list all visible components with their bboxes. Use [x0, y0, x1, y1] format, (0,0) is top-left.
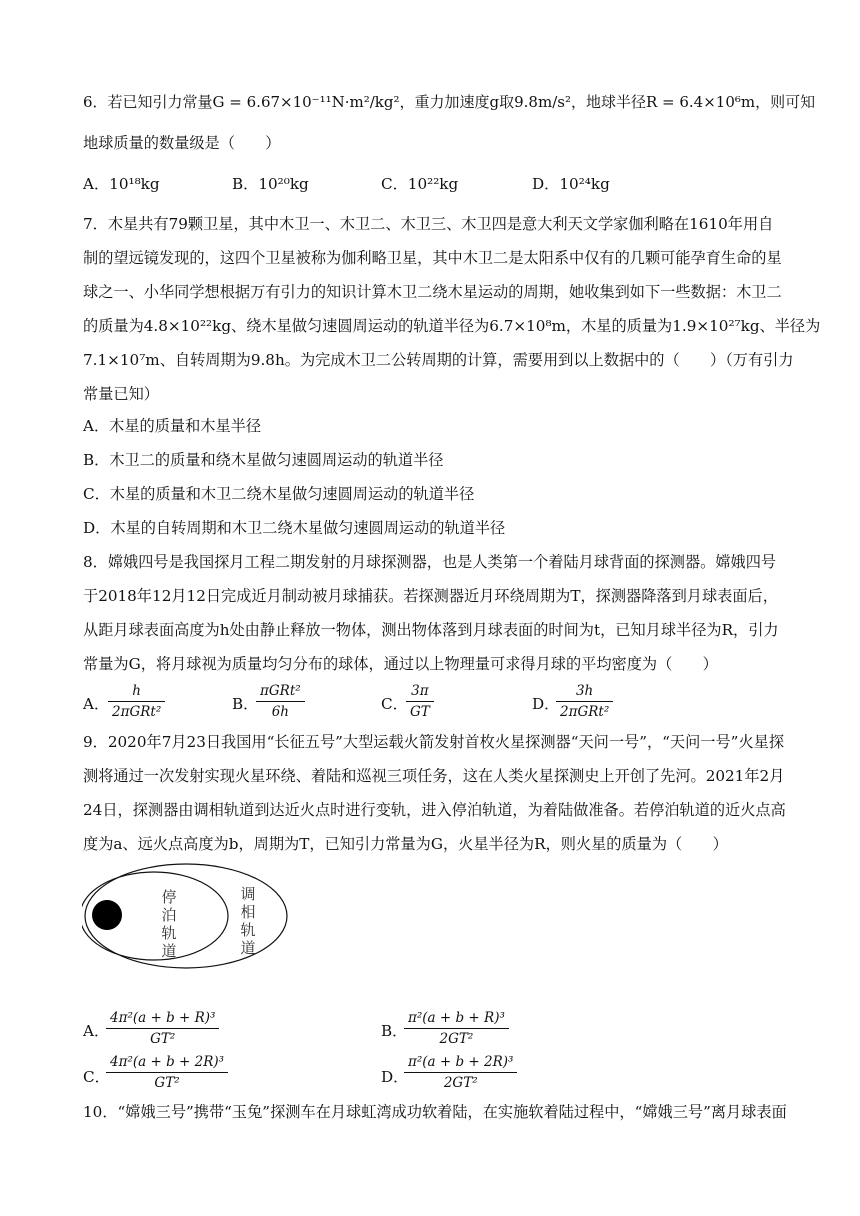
q8-option-a-denominator: 2πGRt² [108, 701, 165, 720]
q9-option-d-fraction [404, 1054, 517, 1091]
q6-line-1: 6．若已知引力常量G = 6.67×10⁻¹¹N·m²/kg²，重力加速度g取9.8m/s²，地球半径R = 6.4×10⁶m，则可知 [83, 93, 816, 111]
parking-orbit-char-2: 泊 [161, 906, 177, 924]
transfer-orbit-char-2: 相 [240, 903, 256, 921]
q10-line-1: 10．“嫦娥三号”携带“玉兔”探测车在月球虹湾成功软着陆，在实施软着陆过程中，“嫦娥三号”离月球表面 [83, 1103, 787, 1121]
q7-option-a: A．木星的质量和木星半径 [83, 417, 262, 435]
q8-line-3: 从距月球表面高度为h处由静止释放一物体，测出物体落到月球表面的时间为t，已知月球半径为R，引力 [83, 621, 779, 639]
parking-orbit-char-3: 轨 [161, 924, 177, 942]
q8-option-a-label: A． [83, 695, 110, 713]
q8-option-d-fraction [556, 683, 613, 720]
q9-option-b-denominator: 2GT² [404, 1028, 509, 1047]
q6-line-2: 地球质量的数量级是（ ） [83, 134, 281, 152]
q6-option-a: A．10¹⁸kg [83, 175, 160, 193]
q7-line-6: 常量已知） [83, 385, 159, 403]
transfer-orbit-char-3: 轨 [240, 921, 256, 939]
q9-option-b-fraction [404, 1010, 509, 1047]
q9-option-c-label: C． [83, 1068, 110, 1086]
q8-option-c-denominator: GT [406, 701, 434, 720]
q8-option-a-fraction [108, 683, 165, 720]
q9-line-1: 9．2020年7月23日我国用“长征五号”大型运载火箭发射首枚火星探测器“天问一号”，“天问一号”火星探 [83, 733, 785, 751]
parking-orbit-char-1: 停 [161, 888, 177, 906]
q8-option-c-fraction [406, 683, 434, 720]
q9-option-c-denominator: GT² [106, 1072, 228, 1091]
q8-option-d-denominator: 2πGRt² [556, 701, 613, 720]
q9-option-b-numerator: π²(a + b + R)³ [408, 1010, 505, 1026]
q7-line-2: 制的望远镜发现的，这四个卫星被称为伽利略卫星，其中木卫二是太阳系中仅有的几颗可能孕育生命的星 [83, 249, 782, 267]
q6-option-d: D．10²⁴kg [532, 175, 610, 193]
q6-option-c: C．10²²kg [381, 175, 459, 193]
q7-line-1: 7．木星共有79颗卫星，其中木卫一、木卫二、木卫三、木卫四是意大利天文学家伽利略在1610年用自 [83, 215, 774, 233]
q8-option-a-numerator: h [132, 683, 141, 699]
q7-option-b: B．木卫二的质量和绕木星做匀速圆周运动的轨道半径 [83, 451, 444, 469]
q8-line-4: 常量为G，将月球视为质量均匀分布的球体，通过以上物理量可求得月球的平均密度为（ ） [83, 655, 718, 673]
q8-option-b-label: B． [232, 695, 259, 713]
parking-orbit-char-4: 道 [161, 942, 177, 960]
q8-option-d-numerator: 3h [575, 683, 594, 699]
q9-option-c-numerator: 4π²(a + b + 2R)³ [110, 1054, 225, 1070]
q7-option-d: D．木星的自转周期和木卫二绕木星做匀速圆周运动的轨道半径 [83, 519, 506, 537]
transfer-orbit-char-4: 道 [240, 939, 256, 957]
q9-option-a-denominator: GT² [106, 1028, 219, 1047]
q9-line-3: 24日，探测器由调相轨道到达近火点时进行变轨，进入停泊轨道，为着陆做准备。若停泊轨道的近火点高 [83, 801, 786, 819]
q8-line-1: 8．嫦娥四号是我国探月工程二期发射的月球探测器，也是人类第一个着陆月球背面的探测器。嫦娥四号 [83, 553, 777, 571]
orbit-diagram [82, 862, 292, 974]
q9-option-a-label: A． [83, 1022, 110, 1040]
q8-option-c-label: C． [381, 695, 408, 713]
q8-option-b-numerator: πGRt² [260, 683, 301, 699]
q6-option-b: B．10²⁰kg [232, 175, 309, 193]
q9-option-a-fraction [106, 1010, 219, 1047]
mars-planet [92, 900, 122, 930]
q9-line-2: 测将通过一次发射实现火星环绕、着陆和巡视三项任务，这在人类火星探测史上开创了先河。2021年2月 [83, 767, 785, 785]
q8-option-d-label: D． [532, 695, 560, 713]
q9-option-d-numerator: π²(a + b + 2R)³ [408, 1054, 514, 1070]
q7-line-3: 球之一、小华同学想根据万有引力的知识计算木卫二绕木星运动的周期，她收集到如下一些数据：木卫二 [83, 283, 782, 301]
q9-option-b-label: B． [381, 1022, 408, 1040]
q9-option-d-label: D． [381, 1068, 409, 1086]
q9-option-c-fraction [106, 1054, 228, 1091]
q9-option-d-denominator: 2GT² [404, 1072, 517, 1091]
q8-option-b-denominator: 6h [256, 701, 305, 720]
transfer-orbit-char-1: 调 [240, 885, 256, 903]
q8-option-b-fraction [256, 683, 305, 720]
q8-option-c-numerator: 3π [411, 683, 429, 699]
q7-line-4: 的质量为4.8×10²²kg、绕木星做匀速圆周运动的轨道半径为6.7×10⁸m，木星的质量为1.9×10²⁷kg、半径为 [83, 317, 821, 335]
q7-option-c: C．木星的质量和木卫二绕木星做匀速圆周运动的轨道半径 [83, 485, 475, 503]
q9-line-4: 度为a、远火点高度为b，周期为T，已知引力常量为G，火星半径为R，则火星的质量为（ ） [83, 835, 728, 853]
q7-line-5: 7.1×10⁷m、自转周期为9.8h。为完成木卫二公转周期的计算，需要用到以上数据中的（ ）（万有引力 [83, 351, 794, 369]
q9-option-a-numerator: 4π²(a + b + R)³ [110, 1010, 216, 1026]
q8-line-2: 于2018年12月12日完成近月制动被月球捕获。若探测器近月环绕周期为T，探测器降落到月球表面后， [83, 587, 778, 605]
